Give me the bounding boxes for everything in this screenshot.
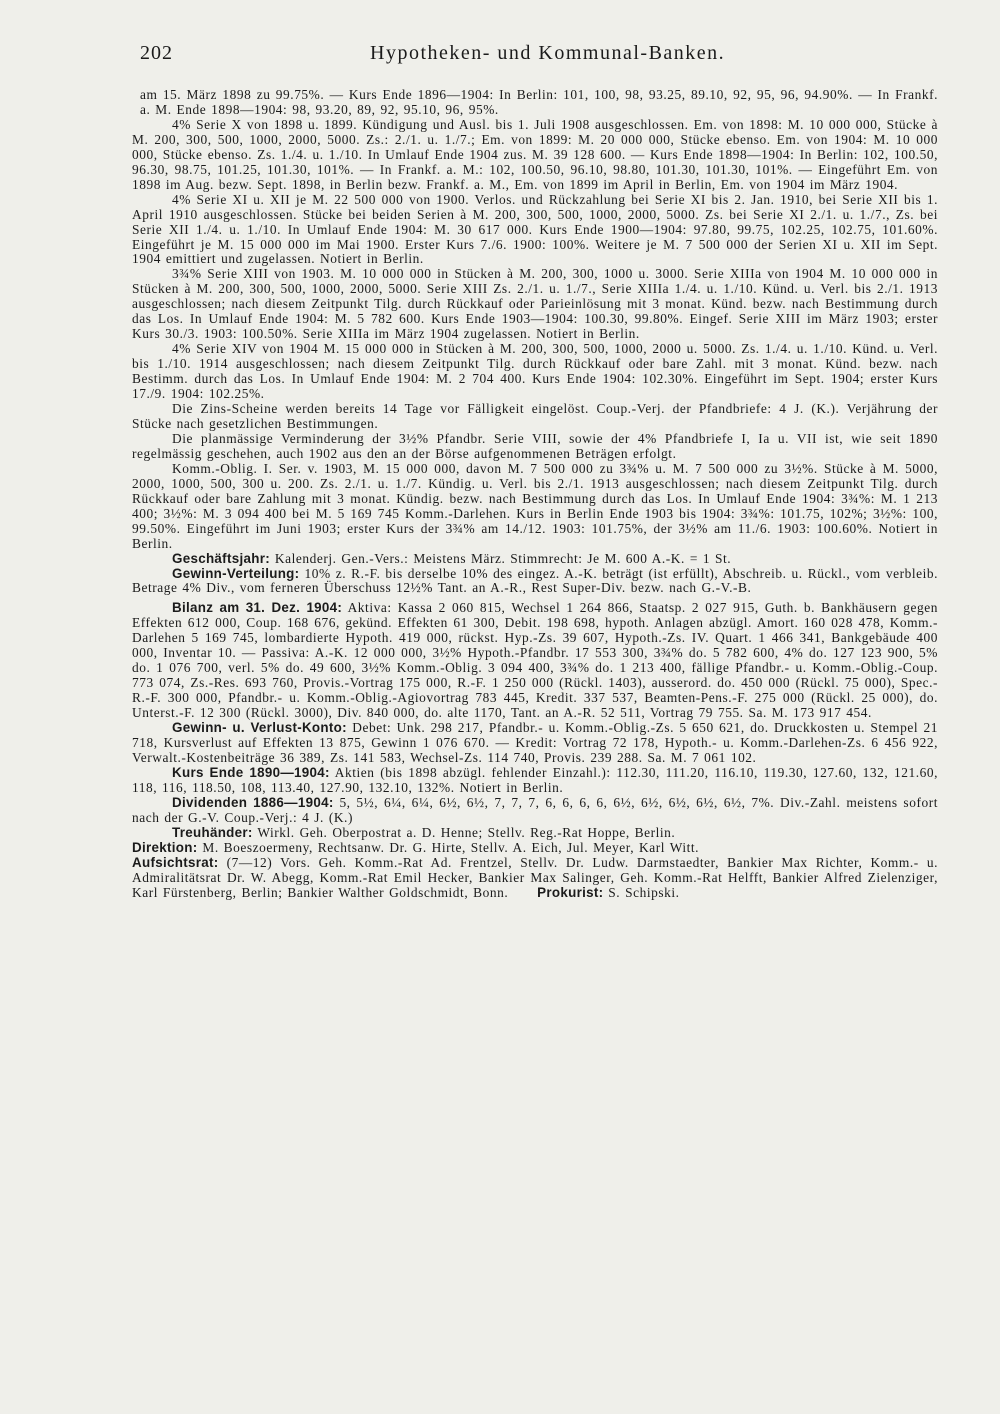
section-treuhaender xyxy=(132,826,938,841)
section-label: Treuhänder: xyxy=(172,824,253,840)
paragraph xyxy=(132,462,938,552)
section-text: Wirkl. Geh. Oberpostrat a. D. Henne; Stellv. Reg.-Rat Hoppe, Berlin. xyxy=(257,824,676,840)
paragraph xyxy=(132,193,938,268)
page-number: 202 xyxy=(140,42,173,64)
section-text: 5, 5½, 6¼, 6¼, 6½, 6½, 7, 7, 7, 6, 6, 6, 6, 6½, 6½, 6½, 6½, 6½, 7%. Div.-Zahl. meistens sofort nach der G.-V. Coup.-Verj.: 4 J. (K.) xyxy=(132,794,938,825)
paragraph xyxy=(132,432,938,462)
section-gewinn-verlust-konto xyxy=(132,721,938,766)
section-label: Dividenden 1886—1904: xyxy=(172,794,334,810)
section-label: Aufsichtsrat: xyxy=(132,854,219,870)
section-text: 10% z. R.-F. bis derselbe 10% des eingez. A.-K. beträgt (ist erfüllt), Abschreib. u. Rückl., vom verbleib. Betrage 4% Div., vom ferneren Überschuss 12½% Tant. an A.-R., Rest Super-Div. bezw. nach G.-V.-B. xyxy=(132,565,938,596)
section-label: Bilanz am 31. Dez. 1904: xyxy=(172,600,343,616)
section-text: Aktiva: Kassa 2 060 815, Wechsel 1 264 866, Staatsp. 2 027 915, Guth. b. Bankhäusern gegen Effekten 612 000, Coup. 168 676, gekünd. Effekten 61 300, Debit. 198 698, hypoth. Anlagen abzügl. Amort. 160 028 478, Komm.-Darlehen 5 169 745, lombardierte Hypoth. 419 000, rückst. Hyp.-Zs. 39 607, Hypoth.-Zs. IV. Quart. 1 466 341, Bankgebäude 400 000, Inventar 10. — Passiva: A.-K. 12 000 000, 3½% Hypoth.-Pfandbr. 17 553 300, 3¾% do. 5 782 600, 4% do. 127 123 900, 5% do. 1 076 700, verl. 5% do. 49 600, 3½% Komm.-Oblig. 3 094 400, 3¾% do. 1 213 400, fällige Pfandbr.- u. Komm.-Oblig.-Coup. 773 074, Zs.-Res. 693 760, Provis.-Vortrag 175 000, R.-F. 1 250 000 (Rückl. 1403), ausserord. do. 450 000 (Rückl. 75 000), Spec.-R.-F. 300 000, Pfandbr.- u. Komm.-Oblig.-Agiovortrag 783 445, Kredit. 337 537, Beamten-Pens.-F. 275 000 (Rückl. 25 000), do. Unterst.-F. 12 300 (Rückl. 3000), Div. 840 000, do. alte 1170, Tant. an A.-R. 52 511, Vortrag 79 755. Sa. M. 173 917 454. xyxy=(132,600,938,721)
section-text: Aktien (bis 1898 abzügl. fehlender Einzahl.): 112.30, 111.20, 116.10, 119.30, 127.60, 132, 121.60, 118, 116, 118.50, 108, 113.40, 127.90, 132.10, 132%. Notiert in Berlin. xyxy=(132,764,938,795)
paragraph xyxy=(132,342,938,402)
paragraph-text: Komm.-Oblig. I. Ser. v. 1903, M. 15 000 000, davon M. 7 500 000 zu 3¾% u. M. 7 500 000 zu 3½%. Stücke à M. 5000, 2000, 1000, 500, 300 u. 200. Zs. 2./1. u. 1./7. Kündig. u. Verl. bis 2./1. 1913 ausgeschlossen; nach diesem Zeitpunkt Tilg. durch Rückkauf oder bare Zahlung mit 3 monat. Kündig. bezw. nach Bestimmung durch das Los. In Umlauf Ende 1904: 3¾%: M. 1 213 400; 3½%: M. 3 094 400 bei M. 5 169 745 Komm.-Darlehen. Kurs in Berlin Ende 1903 bis 1904: 3¾%: 101.75, 102%; 3½%: 100, 99.50%. Eingeführt im Juni 1903; erster Kurs der 3¾% am 14./12. 1903: 101.75%, der 3½% am 11./6. 1903: 100.60%. Notiert in Berlin. xyxy=(132,460,938,551)
section-text: Kalenderj. Gen.-Vers.: Meistens März. Stimmrecht: Je M. 600 A.-K. = 1 St. xyxy=(274,550,732,566)
section-aufsichtsrat xyxy=(132,856,938,901)
paragraph xyxy=(132,118,938,193)
page-header xyxy=(140,42,930,68)
prokurist-name: S. Schipski. xyxy=(608,884,680,900)
paragraph-text: Die Zins-Scheine werden bereits 14 Tage vor Fälligkeit eingelöst. Coup.-Verj. der Pfandbriefe: 4 J. (K.). Verjährung der Stücke nach gesetzlichen Bestimmungen. xyxy=(132,401,938,431)
paragraph xyxy=(132,267,938,342)
paragraph-text: 4% Serie X von 1898 u. 1899. Kündigung und Ausl. bis 1. Juli 1908 ausgeschlossen. Em. von 1898: M. 10 000 000, Stücke à M. 200, 300, 500, 1000, 2000, 5000. Zs.: 2./1. u. 1./7.; Em. von 1899: M. 20 000 000, Stücke ebenso. Em. von 1904: M. 10 000 000, Stücke ebenso. Zs. 1./4. u. 1./10. In Umlauf Ende 1904 zus. M. 39 128 600. — Kurs Ende 1898—1904: In Berlin: 102, 100.50, 96.30, 98.75, 101.25, 101.30, 101%. — In Frankf. a. M.: 102, 100.50, 96.10, 98.80, 101.30, 101.30, 101%. — Eingeführt Em. von 1898 im Aug. bezw. Sept. 1898, in Berlin bezw. Frankf. a. M., Em. von 1899 im April in Berlin, Em. von 1904 im März 1904. xyxy=(132,116,938,192)
section-direktion xyxy=(132,841,938,856)
section-text: (7—12) Vors. Geh. Komm.-Rat Ad. Frentzel, Stellv. Dr. Ludw. Darmstaedter, Bankier Max Richter, Komm.- u. Admiralitätsrat Dr. W. Abegg, Komm.-Rat Emil Hecker, Bankier Max Salinger, Geh. Komm.-Rat Helfft, Bankier Alfred Zielenziger, Karl Fürstenberg, Berlin; Bankier Walther Goldschmidt, Bonn. xyxy=(132,854,938,900)
section-kurs xyxy=(132,766,938,796)
document-body xyxy=(132,88,938,900)
section-label: Gewinn-Verteilung: xyxy=(172,565,300,581)
section-label: Gewinn- u. Verlust-Konto: xyxy=(172,720,347,736)
paragraph-text: am 15. März 1898 zu 99.75%. — Kurs Ende 1896—1904: In Berlin: 101, 100, 98, 93.25, 89.10, 92, 95, 96, 94.90%. — In Frankf. a. M. Ende 1898—1904: 98, 93.20, 89, 92, 95.10, 96, 95%. xyxy=(140,87,938,117)
paragraph xyxy=(132,402,938,432)
paragraph-text: 4% Serie XI u. XII je M. 22 500 000 von 1900. Verlos. und Rückzahlung bei Serie XI bis 2. Jan. 1910, bei Serie XII bis 1. April 1910 ausgeschlossen. Stücke bei beiden Serien à M. 200, 300, 500, 1000, 2000, 5000. Zs. bei Serie XI 2./1. u. 1./7., Zs. bei Serie XII 1./4. u. 1./10. In Umlauf Ende 1904: M. 30 617 000. Kurs Ende 1900—1904: 97.80, 99.75, 102.25, 102.75, 101.60%. Eingeführt je M. 15 000 000 im Mai 1900. Erster Kurs 7./6. 1900: 100%. Weitere je M. 7 500 000 der Serien XI u. XII im Sept. 1904 emittiert und zugelassen. Notiert in Berlin. xyxy=(132,191,938,267)
running-title: Hypotheken- und Kommunal-Banken. xyxy=(370,42,726,64)
section-dividenden xyxy=(132,796,938,826)
paragraph xyxy=(132,88,938,118)
paragraph-text: 4% Serie XIV von 1904 M. 15 000 000 in Stücken à M. 200, 300, 500, 1000, 2000 u. 5000. Zs. 1./4. u. 1./10. Künd. u. Verl. bis 1./10. 1914 ausgeschlossen; nach diesem Zeitpunkt Tilg. durch Rückkauf oder bare Zahl. mit 3 monat. Künd. bezw. nach Bestimm. durch das Los. In Umlauf Ende 1904: M. 2 704 400. Kurs Ende 1904: 102.30%. Eingeführt im Sept. 1904; erster Kurs 17./9. 1904: 102.25%. xyxy=(132,341,938,402)
paragraph-text: Die planmässige Verminderung der 3½% Pfandbr. Serie VIII, sowie der 4% Pfandbriefe I, Ia u. VII ist, wie seit 1890 regelmässig geschehen, auch 1902 aus den an der Börse aufgenommenen Beträgen erfolgt. xyxy=(132,430,938,461)
section-geschaeftsjahr xyxy=(132,552,938,567)
section-text: M. Boeszoermeny, Rechtsanw. Dr. G. Hirte, Stellv. A. Eich, Jul. Meyer, Karl Witt. xyxy=(202,839,700,855)
section-bilanz xyxy=(132,601,938,721)
section-label: Kurs Ende 1890—1904: xyxy=(172,764,330,780)
section-text: Debet: Unk. 298 217, Pfandbr.- u. Komm.-Oblig.-Zs. 5 650 621, do. Druckkosten u. Stempel 21 718, Kursverlust auf Effekten 13 875, Gewinn 1 076 670. — Kredit: Vortrag 72 178, Hypoth.- u. Komm.-Darlehen-Zs. 6 456 922, Verwalt.-Kostenbeiträge 36 389, Zs. 141 583, Wechsel-Zs. 114 740, Provis. 239 288. Sa. M. 7 061 102. xyxy=(132,720,938,765)
section-label: Direktion: xyxy=(132,839,198,855)
section-label: Geschäftsjahr: xyxy=(172,550,270,566)
section-gewinn-verteilung xyxy=(132,567,938,597)
paragraph-text: 3¾% Serie XIII von 1903. M. 10 000 000 in Stücken à M. 200, 300, 1000 u. 3000. Serie XIIIa von 1904 M. 10 000 000 in Stücken à M. 200, 300, 500, 1000, 2000, 5000. Serie XIII Zs. 2./1. u. 1./7., Serie XIIIa 1./4. u. 1./10. Künd. u. Verl. bis 2./1. 1913 ausgeschlossen; nach diesem Zeitpunkt Tilg. durch Rückkauf oder Parieinlösung mit 3 monat. Künd. bezw. nach Bestimmung durch das Los. In Umlauf Ende 1904: M. 5 782 600. Kurs Ende 1903—1904: 100.30, 99.80%. Eingef. Serie XIII im März 1903; erster Kurs 30./3. 1903: 100.50%. Serie XIIIa im März 1904 zugelassen. Notiert in Berlin. xyxy=(132,266,938,342)
prokurist-label: Prokurist: xyxy=(537,884,604,900)
